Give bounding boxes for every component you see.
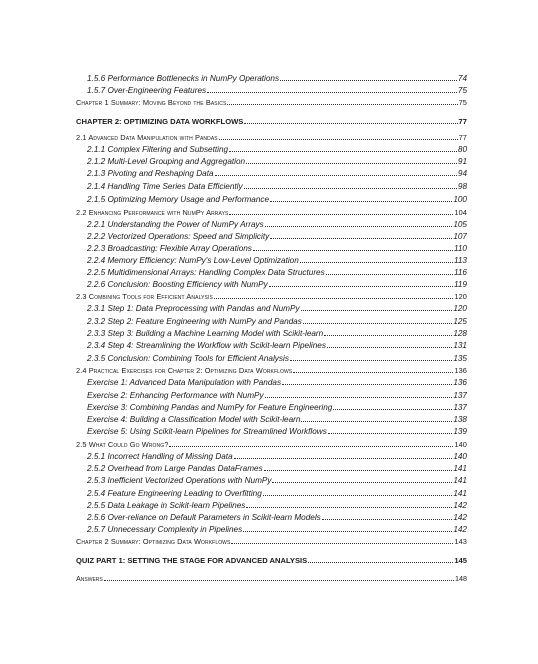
dot-leader (253, 250, 453, 251)
toc-entry-page-number: 100 (453, 195, 467, 204)
dot-leader (215, 175, 457, 176)
toc-entry[interactable] (87, 376, 467, 387)
toc-entry-page-number: 113 (453, 256, 467, 265)
toc-entry[interactable] (87, 218, 467, 229)
toc-entry[interactable] (87, 278, 467, 289)
toc-entry-title: 2.2.1 Understanding the Power of NumPy Arrays (87, 220, 264, 229)
toc-entry-page-number: 125 (453, 317, 467, 326)
toc-entry-title: 2.1.5 Optimizing Memory Usage and Performance (87, 195, 270, 204)
toc-entry-title: Chapter 1 Summary: Moving Beyond the Basics (76, 98, 227, 107)
dot-leader (308, 562, 453, 563)
toc-entry[interactable] (87, 315, 467, 326)
toc-entry[interactable] (87, 352, 467, 363)
toc-entry-page-number: 116 (453, 268, 467, 277)
toc-entry[interactable] (76, 131, 467, 142)
toc-entry-title: 2.5.5 Data Leakage in Scikit-learn Pipelines (87, 501, 246, 510)
toc-entry-page-number: 141 (453, 464, 467, 473)
toc-entry-page-number: 120 (454, 292, 467, 301)
toc-entry-title: CHAPTER 2: OPTIMIZING DATA WORKFLOWS (76, 117, 244, 126)
toc-entry[interactable] (87, 230, 467, 241)
toc-entry-page-number: 77 (458, 117, 467, 126)
dot-leader (246, 163, 457, 164)
toc-entry-title: 2.3.4 Step 4: Streamlining the Workflow with Scikit-learn Pipelines (87, 341, 326, 350)
dot-leader (244, 123, 457, 124)
toc-entry-page-number: 140 (454, 440, 467, 449)
toc-entry-title: 2.2.5 Multidimensional Arrays: Handling Complex Data Structures (87, 268, 325, 277)
toc-entry-title: 2.1.2 Multi-Level Grouping and Aggregation (87, 157, 246, 166)
toc-entry-title: 2.2.4 Memory Efficiency: NumPy's Low-Level Optimization (87, 256, 299, 265)
toc-entry[interactable] (87, 474, 467, 485)
dot-leader (301, 421, 452, 422)
dot-leader (300, 262, 453, 263)
toc-entry[interactable] (87, 193, 467, 204)
toc-entry-page-number: 80 (457, 145, 467, 154)
toc-entry-page-number: 131 (453, 341, 467, 350)
dot-leader (104, 580, 454, 581)
dot-leader (303, 323, 453, 324)
dot-leader (301, 310, 453, 311)
toc-entry-page-number: 107 (453, 232, 467, 241)
toc-entry-page-number: 141 (453, 489, 467, 498)
toc-entry-title: QUIZ PART 1: SETTING THE STAGE FOR ADVANCED ANALYSIS (76, 556, 308, 565)
toc-entry-page-number: 75 (458, 98, 467, 107)
toc-entry-page-number: 94 (457, 169, 467, 178)
dot-leader (322, 519, 453, 520)
toc-entry-title: 2.2.6 Conclusion: Boosting Efficiency with NumPy (87, 280, 268, 289)
dot-leader (327, 347, 452, 348)
toc-entry-page-number: 136 (453, 378, 467, 387)
dot-leader (214, 298, 453, 299)
dot-leader (328, 433, 453, 434)
toc-entry-title: Exercise 3: Combining Pandas and NumPy for Feature Engineering (87, 403, 333, 412)
dot-leader (270, 238, 452, 239)
toc-entry[interactable] (87, 523, 467, 534)
toc-entry[interactable] (87, 413, 467, 424)
dot-leader (293, 372, 453, 373)
dot-leader (246, 507, 452, 508)
toc-entry-title: Chapter 2 Summary: Optimizing Data Workflows (76, 537, 231, 546)
toc-entry-title: Answers (76, 574, 103, 583)
toc-entry-title: 2.5.3 Inefficient Vectorized Operations with NumPy (87, 476, 272, 485)
dot-leader (207, 92, 457, 93)
dot-leader (243, 531, 452, 532)
toc-entry-page-number: 136 (454, 366, 467, 375)
toc-entry[interactable] (87, 339, 467, 350)
toc-entry-page-number: 140 (453, 452, 467, 461)
dot-leader (244, 188, 457, 189)
toc-entry[interactable] (87, 401, 467, 412)
toc-entry-title: 2.1 Advanced Data Manipulation with Pandas (76, 133, 218, 142)
toc-entry[interactable] (87, 302, 467, 313)
toc-entry-title: 2.1.3 Pivoting and Reshaping Data (87, 169, 214, 178)
toc-entry-page-number: 75 (457, 86, 467, 95)
dot-leader (234, 458, 453, 459)
dot-leader (264, 470, 453, 471)
toc-entry-title: 1.5.6 Performance Bottlenecks in NumPy Operations (87, 74, 280, 83)
toc-entry-page-number: 119 (453, 280, 467, 289)
toc-entry[interactable] (87, 254, 467, 265)
toc-entry-title: Exercise 4: Building a Classification Model with Scikit-learn (87, 415, 301, 424)
toc-entry[interactable] (76, 554, 467, 565)
toc-entry[interactable] (87, 242, 467, 253)
toc-entry-title: 2.3.5 Conclusion: Combining Tools for Efficient Analysis (87, 354, 289, 363)
toc-entry-title: 2.2 Enhancing Performance with NumPy Arrays (76, 208, 229, 217)
toc-entry[interactable] (87, 84, 467, 95)
toc-entry-title: 2.5.1 Incorrect Handling of Missing Data (87, 452, 233, 461)
toc-entry-title: 2.1.4 Handling Time Series Data Efficiently (87, 182, 243, 191)
toc-entry[interactable] (76, 206, 467, 217)
toc-entry[interactable] (87, 167, 467, 178)
toc-entry[interactable] (87, 143, 467, 154)
toc-entry[interactable] (87, 450, 467, 461)
toc-entry-page-number: 137 (453, 391, 467, 400)
toc-entry[interactable] (87, 487, 467, 498)
toc-entry[interactable] (87, 462, 467, 473)
toc-entry-title: 2.3 Combining Tools for Efficient Analysis (76, 292, 213, 301)
toc-entry-page-number: 139 (453, 427, 467, 436)
toc-entry-title: 2.5 What Could Go Wrong? (76, 440, 169, 449)
toc-entry-title: Exercise 1: Advanced Data Manipulation with Pandas (87, 378, 282, 387)
toc-entry[interactable] (87, 499, 467, 510)
toc-entry-title: 2.4 Practical Exercises for Chapter 2: Optimizing Data Workflows (76, 366, 293, 375)
toc-entry-page-number: 148 (455, 574, 467, 583)
dot-leader (219, 139, 458, 140)
toc-entry-page-number: 77 (458, 133, 467, 142)
dot-leader (290, 360, 452, 361)
toc-entry-title: 2.1.1 Complex Filtering and Subsetting (87, 145, 229, 154)
dot-leader (265, 226, 453, 227)
toc-entry[interactable] (87, 511, 467, 522)
toc-entry-page-number: 105 (453, 220, 467, 229)
toc-entry[interactable] (87, 327, 467, 338)
toc-entry-page-number: 120 (453, 304, 467, 313)
dot-leader (229, 214, 453, 215)
toc-entry[interactable] (76, 96, 467, 107)
toc-entry-page-number: 145 (454, 556, 467, 565)
toc-entry-title: 2.3.2 Step 2: Feature Engineering with NumPy and Pandas (87, 317, 302, 326)
dot-leader (333, 409, 452, 410)
toc-entry[interactable] (87, 72, 467, 83)
toc-entry-title: 2.5.4 Feature Engineering Leading to Overfitting (87, 489, 262, 498)
toc-entry-page-number: 98 (457, 182, 467, 191)
toc-entry-page-number: 142 (453, 501, 467, 510)
toc-entry[interactable] (76, 438, 467, 449)
dot-leader (229, 151, 457, 152)
toc-entry[interactable] (87, 266, 467, 277)
toc-entry-page-number: 74 (457, 74, 467, 83)
toc-entry-page-number: 142 (453, 513, 467, 522)
dot-leader (272, 482, 452, 483)
toc-entry-page-number: 110 (453, 244, 467, 253)
dot-leader (326, 274, 453, 275)
toc-entry[interactable] (87, 180, 467, 191)
toc-entry-page-number: 128 (453, 329, 467, 338)
toc-entry-title: 2.3.3 Step 3: Building a Machine Learning Model with Scikit-learn (87, 329, 324, 338)
toc-entry[interactable] (76, 290, 467, 301)
dot-leader (324, 335, 452, 336)
toc-entry[interactable] (87, 155, 467, 166)
dot-leader (263, 495, 453, 496)
toc-entry-page-number: 137 (453, 403, 467, 412)
toc-entry-page-number: 138 (453, 415, 467, 424)
toc-entry-page-number: 91 (457, 157, 467, 166)
dot-leader (282, 384, 452, 385)
toc-entry[interactable] (87, 389, 467, 400)
toc-entry-title: Exercise 2: Enhancing Performance with NumPy (87, 391, 264, 400)
toc-entry-page-number: 135 (453, 354, 467, 363)
toc-entry-title: 2.5.7 Unnecessary Complexity in Pipelines (87, 525, 243, 534)
toc-entry-title: 2.2.3 Broadcasting: Flexible Array Operations (87, 244, 252, 253)
dot-leader (231, 543, 453, 544)
dot-leader (265, 397, 453, 398)
toc-entry-title: 2.3.1 Step 1: Data Preprocessing with Pandas and NumPy (87, 304, 300, 313)
dot-leader (227, 104, 457, 105)
toc-entry[interactable] (76, 572, 467, 583)
toc-entry[interactable] (76, 535, 467, 546)
toc-entry-title: 1.5.7 Over-Engineering Features (87, 86, 207, 95)
toc-entry-title: 2.5.6 Over-reliance on Default Parameters in Scikit-learn Models (87, 513, 321, 522)
toc-entry-page-number: 142 (453, 525, 467, 534)
toc-entry-page-number: 141 (453, 476, 467, 485)
toc-entry-title: Exercise 5: Using Scikit-learn Pipelines for Streamlined Workflows (87, 427, 327, 436)
dot-leader (280, 80, 457, 81)
toc-entry[interactable] (76, 115, 467, 126)
toc-entry[interactable] (87, 425, 467, 436)
dot-leader (169, 446, 453, 447)
toc-entry-title: 2.5.2 Overhead from Large Pandas DataFrames (87, 464, 263, 473)
toc-entry[interactable] (76, 364, 467, 375)
toc-entry-title: 2.2.2 Vectorized Operations: Speed and Simplicity (87, 232, 270, 241)
dot-leader (269, 286, 453, 287)
dot-leader (270, 201, 452, 202)
toc-entry-page-number: 104 (454, 208, 467, 217)
toc-entry-page-number: 143 (454, 537, 467, 546)
